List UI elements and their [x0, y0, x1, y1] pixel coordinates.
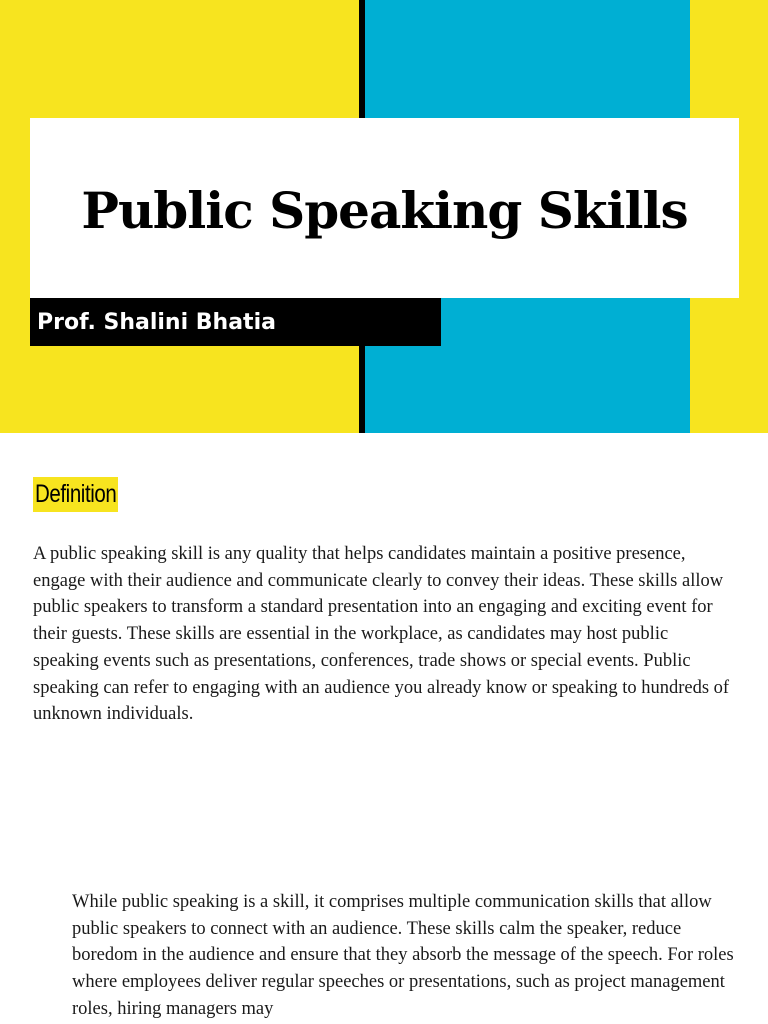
definition-heading-highlight — [33, 477, 118, 512]
skills-paragraph: While public speaking is a skill, it comprises multiple communication skills that allow public speakers to connect with an audience. These skills calm the speaker, reduce boredom in the audience and ensure that they absorb the message of the speech. For roles where employees deliver regular speeches or presentations, such as project management roles, hiring managers may — [72, 892, 734, 1019]
definition-heading: Definition — [35, 480, 117, 508]
author-name: Prof. Shalini Bhatia — [37, 309, 276, 335]
definition-paragraph: A public speaking skill is any quality that helps candidates maintain a positive presence, engage with their audience and communicate clearly to convey their ideas. These skills allow public speakers to transform a standard presentation into an engaging and exciting event for their guests. These skills are essential in the workplace, as candidates may host public speaking events such as presentations, conferences, trade shows or special events. Public speaking can refer to engaging with an audience you already know or speaking to hundreds of unknown individuals. — [33, 544, 730, 725]
author-bar — [30, 298, 441, 346]
title-box — [30, 118, 739, 298]
title-slide — [0, 0, 768, 433]
slide-title: Public Speaking Skills — [81, 180, 688, 240]
